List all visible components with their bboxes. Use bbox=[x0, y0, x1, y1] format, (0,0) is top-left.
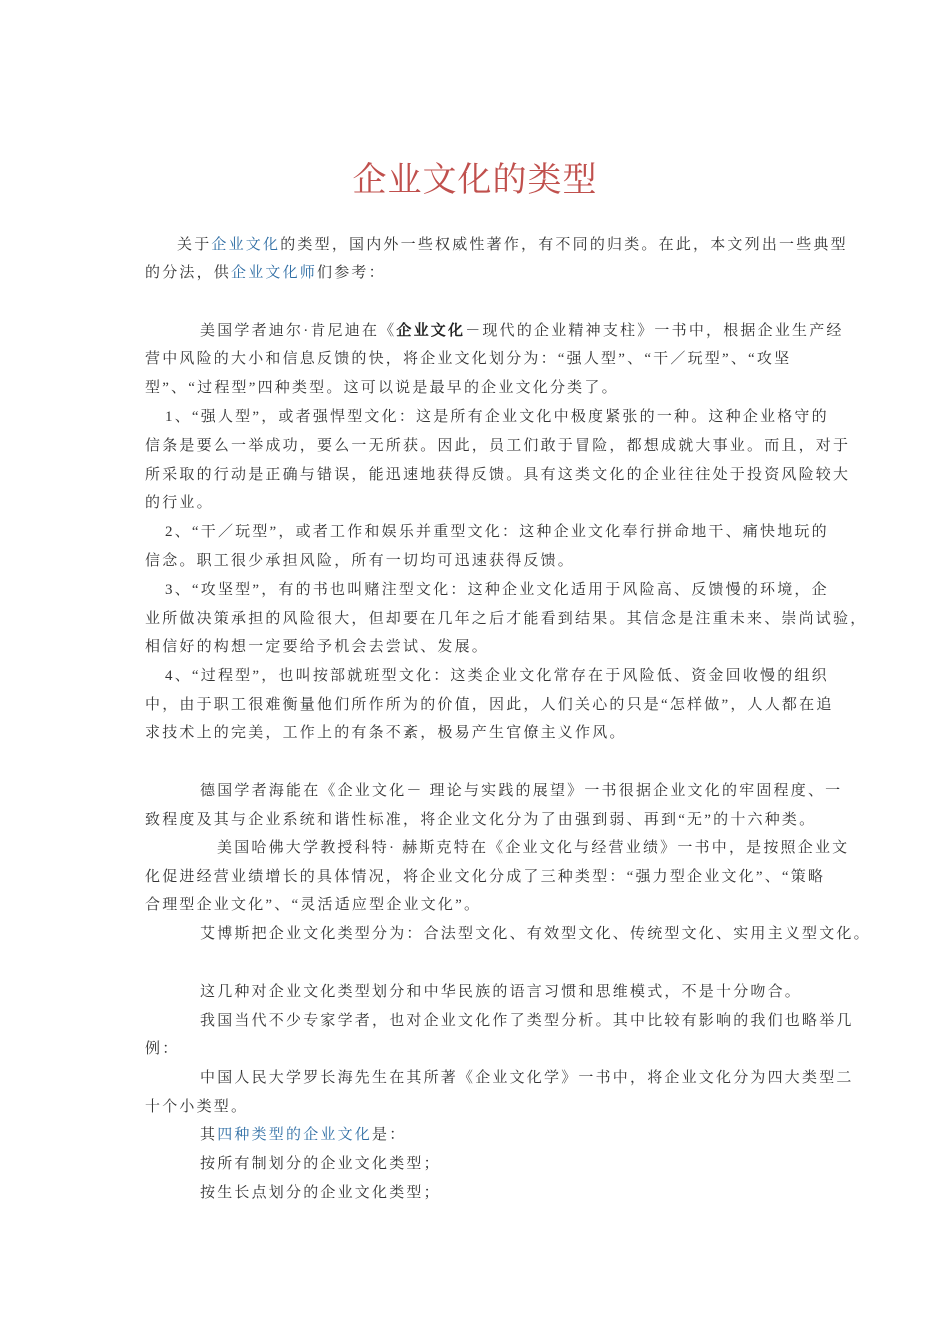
text: 们参考： bbox=[317, 265, 386, 281]
four-types-line bbox=[200, 1125, 406, 1145]
text: 关于 bbox=[177, 237, 212, 253]
china-line: 例： bbox=[145, 1041, 180, 1057]
list-item: 按生长点划分的企业文化类型； bbox=[200, 1185, 441, 1201]
item-4-line: 中，由于职工很难衡量他们所作所为的价值，因此，人们关心的只是“怎样做”，人人都在追 bbox=[145, 697, 834, 713]
list-item: 按所有制划分的企业文化类型； bbox=[200, 1156, 441, 1172]
kennedy-line: 营中风险的大小和信息反馈的快，将企业文化划分为：“强人型”、“干／玩型”、“攻坚 bbox=[145, 351, 792, 367]
german-line: 德国学者海能在《企业文化－ 理论与实践的展望》一书很据企业文化的牢固程度、一 bbox=[200, 783, 843, 799]
item-1-line: 信条是要么一举成功，要么一无所获。因此，员工们敢于冒险，都想成就大事业。而且，对于 bbox=[145, 438, 851, 454]
link-enterprise-culture[interactable]: 企业文化 bbox=[211, 237, 281, 253]
item-3-line: 业所做决策承担的风险很大，但却要在几年之后才能看到结果。其信念是注重未来、崇尚试验， bbox=[145, 611, 868, 627]
text: 其 bbox=[200, 1127, 218, 1143]
link-four-types[interactable]: 四种类型的企业文化 bbox=[217, 1127, 373, 1143]
remark-line: 这几种对企业文化类型划分和中华民族的语言习惯和思维模式，不是十分吻合。 bbox=[200, 984, 803, 1000]
harvard-line: 合理型企业文化”、“灵活适应型企业文化”。 bbox=[145, 897, 482, 913]
kennedy-line bbox=[200, 321, 844, 341]
item-2-line: 信念。职工很少承担风险，所有一切均可迅速获得反馈。 bbox=[145, 553, 576, 569]
link-culture-specialist[interactable]: 企业文化师 bbox=[231, 265, 318, 281]
item-2-line: 2、“干／玩型”，或者工作和娱乐并重型文化：这种企业文化奉行拼命地干、痛快地玩的 bbox=[165, 524, 829, 540]
intro-line bbox=[145, 263, 386, 283]
item-1-line: 1、“强人型”，或者强悍型文化：这是所有企业文化中极度紧张的一种。这种企业格守的 bbox=[165, 409, 829, 425]
text: －现代的企业精神支柱》一书中，根据企业生产经 bbox=[465, 323, 844, 339]
item-1-line: 所采取的行动是正确与错误，能迅速地获得反馈。具有这类文化的企业往往处于投资风险较大 bbox=[145, 467, 851, 483]
harvard-line: 化促进经营业绩增长的具体情况，将企业文化分成了三种类型：“强力型企业文化”、“策略 bbox=[145, 869, 826, 885]
text: 的类型，国内外一些权威性著作，有不同的归类。在此，本文列出一些典型 bbox=[280, 237, 848, 253]
text: 美国学者迪尔·肯尼迪在《 bbox=[200, 323, 397, 339]
german-line: 致程度及其与企业系统和谐性标准，将企业文化分为了由强到弱、再到“无”的十六种类。 bbox=[145, 812, 817, 828]
harvard-line: 美国哈佛大学教授科特· 赫斯克特在《企业文化与经营业绩》一书中，是按照企业文 bbox=[217, 840, 850, 856]
bold-text: 企业文化 bbox=[396, 323, 466, 339]
item-4-line: 4、“过程型”，也叫按部就班型文化：这类企业文化常存在于风险低、资金回收慢的组织 bbox=[165, 668, 829, 684]
item-3-line: 3、“攻坚型”，有的书也叫赌注型文化：这种企业文化适用于风险高、反馈慢的环境，企 bbox=[165, 582, 829, 598]
intro-line bbox=[177, 235, 848, 255]
china-line: 我国当代不少专家学者，也对企业文化作了类型分析。其中比较有影响的我们也略举几 bbox=[200, 1013, 854, 1029]
page-title: 企业文化的类型 bbox=[352, 162, 598, 199]
text: 是： bbox=[372, 1127, 407, 1143]
item-1-line: 的行业。 bbox=[145, 495, 214, 511]
abos-line: 艾博斯把企业文化类型分为：合法型文化、有效型文化、传统型文化、实用主义型文化。 bbox=[200, 926, 871, 942]
renmin-line: 十个小类型。 bbox=[145, 1099, 249, 1115]
text: 的分法，供 bbox=[145, 265, 232, 281]
item-4-line: 求技术上的完美，工作上的有条不紊，极易产生官僚主义作风。 bbox=[145, 725, 627, 741]
renmin-line: 中国人民大学罗长海先生在其所著《企业文化学》一书中，将企业文化分为四大类型二 bbox=[200, 1070, 854, 1086]
item-3-line: 相信好的构想一定要给予机会去尝试、发展。 bbox=[145, 639, 490, 655]
kennedy-line: 型”、“过程型”四种类型。这可以说是最早的企业文化分类了。 bbox=[145, 380, 619, 396]
